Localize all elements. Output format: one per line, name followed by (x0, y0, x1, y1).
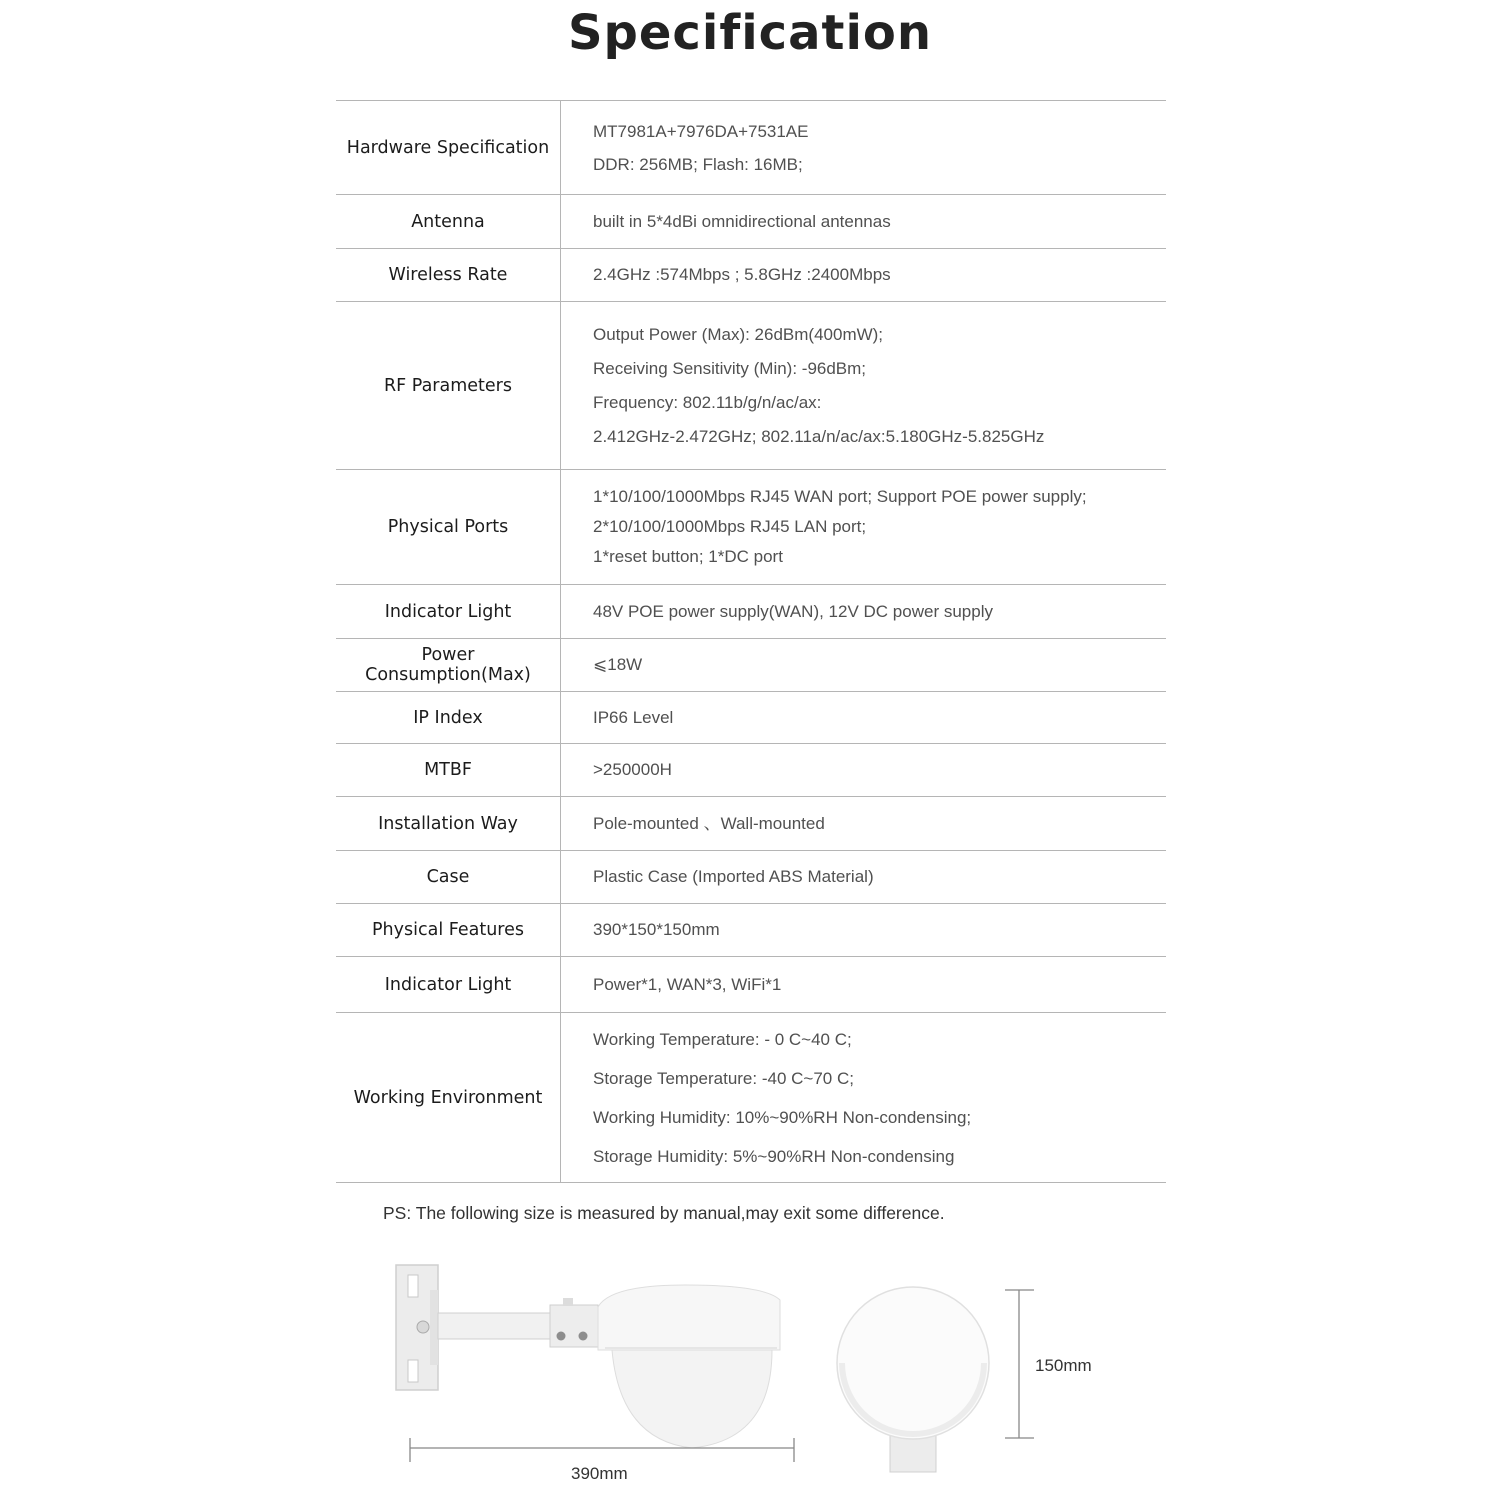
spec-value (561, 797, 1166, 850)
spec-row (336, 851, 1166, 904)
spec-value-line: Storage Humidity: 5%~90%RH Non-condensing (593, 1146, 955, 1166)
spec-label: Physical Ports (336, 470, 561, 584)
spec-label: RF Parameters (336, 302, 561, 469)
spec-label: IP Index (336, 692, 561, 743)
spec-value-line: Working Humidity: 10%~90%RH Non-condensing; (593, 1107, 972, 1127)
spec-value-line: IP66 Level (593, 707, 674, 727)
spec-label: Hardware Specification (336, 101, 561, 194)
spec-label: Antenna (336, 195, 561, 248)
spec-row (336, 585, 1166, 639)
spec-label: Installation Way (336, 797, 561, 850)
spec-value-line: 48V POE power supply(WAN), 12V DC power supply (593, 601, 993, 621)
spec-value-line: Plastic Case (Imported ABS Material) (593, 867, 874, 886)
spec-value-line: Storage Temperature: -40 C~70 C; (593, 1068, 854, 1088)
spec-value (561, 470, 1166, 584)
height-dimension-line (1005, 1290, 1034, 1438)
product-illustration (380, 1250, 1120, 1495)
spec-label: Power Consumption(Max) (336, 639, 561, 691)
spec-label: Wireless Rate (336, 249, 561, 301)
spec-value (561, 249, 1166, 301)
spec-value-line: ⩽18W (593, 655, 643, 674)
spec-value-line: Output Power (Max): 26dBm(400mW); (593, 324, 884, 344)
spec-value-line: Receiving Sensitivity (Min): -96dBm; (593, 358, 867, 378)
spec-label: Physical Features (336, 904, 561, 956)
spec-value-line: >250000H (593, 760, 672, 779)
spec-value-line: MT7981A+7976DA+7531AE (593, 121, 809, 141)
spec-row (336, 744, 1166, 797)
spec-row (336, 302, 1166, 470)
spec-value-line: 390*150*150mm (593, 920, 720, 939)
spec-row (336, 957, 1166, 1013)
spec-row (336, 1013, 1166, 1183)
spec-value-line: built in 5*4dBi omnidirectional antennas (593, 211, 891, 231)
measurement-note: PS: The following size is measured by manual,may exit some difference. (383, 1203, 945, 1223)
spec-value (561, 851, 1166, 903)
spec-value (561, 195, 1166, 248)
spec-value (561, 585, 1166, 638)
spec-value-line: Power*1, WAN*3, WiFi*1 (593, 974, 782, 994)
spec-value-line: Pole-mounted 、Wall-mounted (593, 813, 825, 833)
spec-value (561, 692, 1166, 743)
width-dimension-line (410, 1438, 794, 1462)
spec-label: Case (336, 851, 561, 903)
spec-value (561, 904, 1166, 956)
page-title: Specification (567, 5, 933, 61)
spec-value-line: Frequency: 802.11b/g/n/ac/ax: (593, 392, 822, 412)
spec-value-line: 1*10/100/1000Mbps RJ45 WAN port; Support POE power supply; (593, 487, 1087, 506)
spec-row (336, 904, 1166, 957)
spec-value-line: 2*10/100/1000Mbps RJ45 LAN port; (593, 517, 867, 536)
spec-label: Working Environment (336, 1013, 561, 1182)
spec-value (561, 744, 1166, 796)
spec-row (336, 470, 1166, 585)
side-view-device (396, 1265, 780, 1448)
spec-value (561, 1013, 1166, 1182)
front-view-device (837, 1287, 989, 1472)
spec-table (336, 100, 1166, 1183)
spec-row (336, 639, 1166, 692)
spec-row (336, 195, 1166, 249)
spec-value-line: 2.412GHz-2.472GHz; 802.11a/n/ac/ax:5.180GHz-5.825GHz (593, 426, 1045, 446)
spec-row (336, 797, 1166, 851)
spec-label: Indicator Light (336, 957, 561, 1012)
spec-row (336, 101, 1166, 195)
spec-label: MTBF (336, 744, 561, 796)
spec-value-line: DDR: 256MB; Flash: 16MB; (593, 154, 803, 174)
spec-value (561, 302, 1166, 469)
spec-row (336, 249, 1166, 302)
spec-value-line: 1*reset button; 1*DC port (593, 547, 783, 566)
spec-value (561, 101, 1166, 194)
spec-value-line: Working Temperature: - 0 C~40 C; (593, 1029, 852, 1049)
spec-value-line: 2.4GHz :574Mbps ; 5.8GHz :2400Mbps (593, 265, 891, 284)
spec-value (561, 957, 1166, 1012)
spec-row (336, 692, 1166, 744)
spec-label: Indicator Light (336, 585, 561, 638)
height-dimension-label: 150mm (1035, 1356, 1092, 1375)
width-dimension-label: 390mm (571, 1464, 628, 1483)
spec-value (561, 639, 1166, 691)
